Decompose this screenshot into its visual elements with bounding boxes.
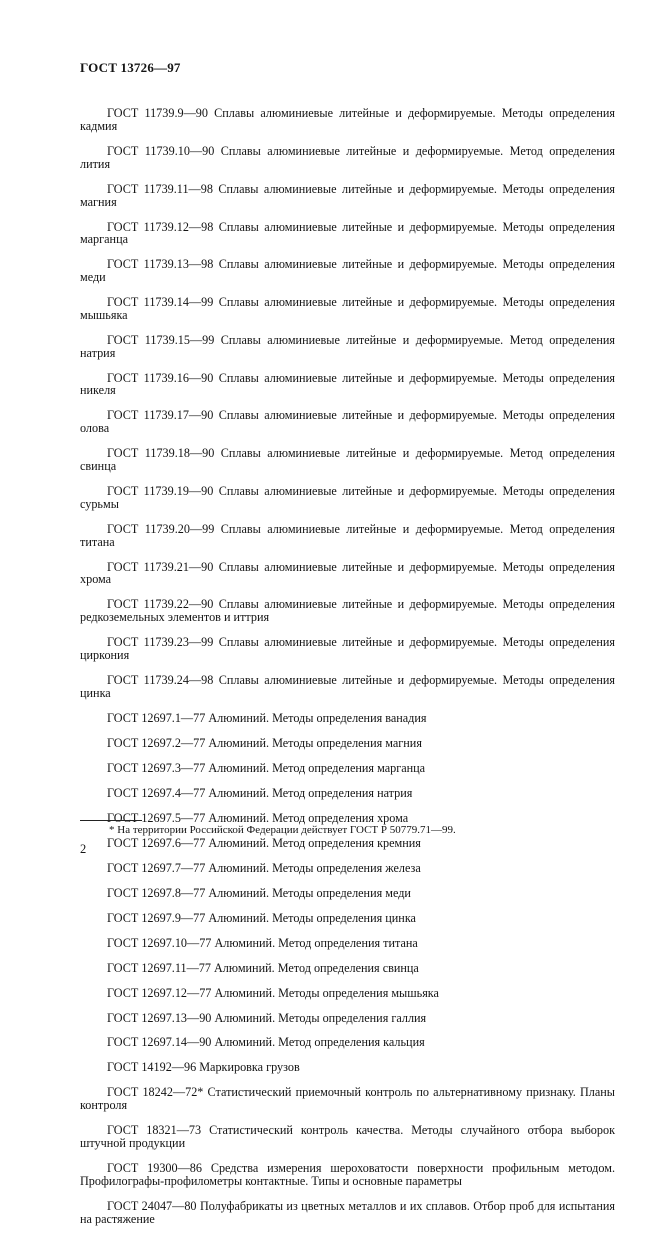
reference-item: ГОСТ 12697.7—77 Алюминий. Методы определения железа [107, 860, 421, 875]
reference-item: ГОСТ 18321—73 Статистический контроль качества. Методы случайного отбора выборок штучной продукции [80, 1123, 615, 1151]
reference-item: ГОСТ 11739.9—90 Сплавы алюминиевые литейные и деформируемые. Методы определения кадмия [80, 106, 615, 133]
reference-item: ГОСТ 11739.10—90 Сплавы алюминиевые литейные и деформируемые. Метод определения лития [80, 143, 615, 171]
reference-item: ГОСТ 11739.11—98 Сплавы алюминиевые литейные и деформируемые. Методы определения магния [80, 181, 615, 209]
reference-item: ГОСТ 11739.20—99 Сплавы алюминиевые литейные и деформируемые. Метод определения титана [80, 521, 615, 549]
reference-item: ГОСТ 12697.4—77 Алюминий. Метод определения натрия [107, 785, 413, 800]
reference-item: ГОСТ 12697.11—77 Алюминий. Метод определения свинца [107, 960, 419, 975]
reference-item: ГОСТ 11739.19—90 Сплавы алюминиевые литейные и деформируемые. Методы определения сурьмы [80, 484, 615, 511]
reference-item: ГОСТ 11739.15—99 Сплавы алюминиевые литейные и деформируемые. Метод определения натрия [80, 332, 615, 360]
reference-item: ГОСТ 12697.13—90 Алюминий. Методы определения галлия [107, 1010, 427, 1025]
reference-item: ГОСТ 19300—86 Средства измерения шероховатости поверхности профильным методом. Профилографы-профилометры контактные. Типы и основные параметры [80, 1161, 615, 1188]
reference-item: ГОСТ 11739.21—90 Сплавы алюминиевые литейные и деформируемые. Методы определения хрома [80, 559, 615, 587]
reference-item: ГОСТ 14192—96 Маркировка грузов [107, 1060, 300, 1075]
reference-item: ГОСТ 11739.24—98 Сплавы алюминиевые литейные и деформируемые. Методы определения цинка [80, 672, 615, 700]
reference-item: ГОСТ 12697.9—77 Алюминий. Методы определения цинка [107, 910, 416, 925]
reference-item: ГОСТ 11739.16—90 Сплавы алюминиевые литейные и деформируемые. Методы определения никеля [80, 370, 615, 398]
reference-item: ГОСТ 11739.23—99 Сплавы алюминиевые литейные и деформируемые. Методы определения циркония [80, 635, 615, 662]
page-header-standard-id: ГОСТ 13726—97 [80, 60, 181, 75]
reference-item: ГОСТ 24047—80 Полуфабрикаты из цветных металлов и их сплавов. Отбор проб для испытания на растяжение [80, 1198, 615, 1226]
reference-item: ГОСТ 12697.6—77 Алюминий. Метод определения кремния [107, 835, 421, 850]
page-number: 2 [80, 842, 87, 856]
reference-item: ГОСТ 11739.12—98 Сплавы алюминиевые литейные и деформируемые. Методы определения марганца [80, 219, 615, 247]
footnote-divider [80, 820, 142, 821]
reference-item: ГОСТ 11739.18—90 Сплавы алюминиевые литейные и деформируемые. Метод определения свинца [80, 446, 615, 474]
reference-item: ГОСТ 12697.3—77 Алюминий. Метод определения марганца [107, 760, 426, 775]
reference-item: ГОСТ 11739.13—98 Сплавы алюминиевые литейные и деформируемые. Методы определения меди [80, 257, 615, 285]
reference-item: ГОСТ 12697.14—90 Алюминий. Метод определения кальция [107, 1035, 425, 1050]
reference-item: ГОСТ 18242—72* Статистический приемочный контроль по альтернативному признаку. Планы контроля [80, 1085, 615, 1113]
reference-item: ГОСТ 12697.10—77 Алюминий. Метод определения титана [107, 935, 418, 950]
normative-references-list [80, 95, 615, 1238]
reference-item: ГОСТ 12697.8—77 Алюминий. Методы определения меди [107, 885, 411, 900]
footnote: * На территории Российской Федерации действует ГОСТ Р 50779.71—99. [109, 824, 456, 836]
reference-item: ГОСТ 11739.17—90 Сплавы алюминиевые литейные и деформируемые. Методы определения олова [80, 408, 615, 436]
reference-item: ГОСТ 12697.5—77 Алюминий. Метод определения хрома [107, 810, 409, 825]
reference-item: ГОСТ 12697.1—77 Алюминий. Методы определения ванадия [107, 710, 427, 725]
reference-item: ГОСТ 11739.22—90 Сплавы алюминиевые литейные и деформируемые. Методы определения редкоземельных элементов и иттрия [80, 597, 615, 625]
reference-item: ГОСТ 11739.14—99 Сплавы алюминиевые литейные и деформируемые. Методы определения мышьяка [80, 295, 615, 322]
reference-item: ГОСТ 12697.12—77 Алюминий. Методы определения мышьяка [107, 985, 439, 1000]
reference-item: ГОСТ 12697.2—77 Алюминий. Методы определения магния [107, 735, 422, 750]
